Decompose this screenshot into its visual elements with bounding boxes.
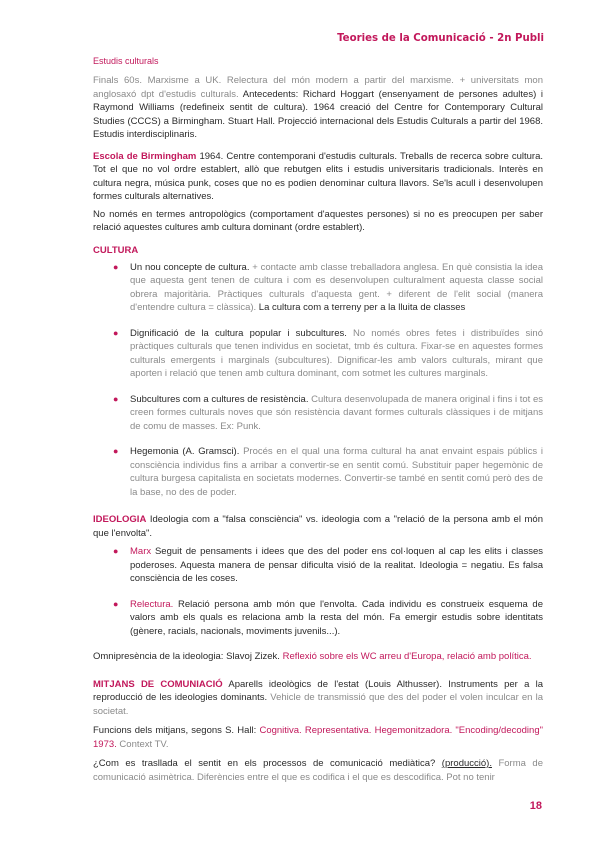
cultura-item	[93, 327, 543, 381]
section-estudis-title: Estudis culturals	[93, 56, 159, 66]
ideologia-paragraph	[93, 513, 543, 540]
cultura-item-text: No només obres fetes i distribuïdes sinó pràctiques culturals que tenen individus en societat, tmb és cultura. Fixar-se en aquestes formes culturals emergents i marginals (subcultures). Dignificar-les amb valors culturals, mirant que aporten i relació que tenen amb cultura dominant, com sotmet les cultures marginals.	[130, 327, 543, 379]
question-paragraph	[93, 757, 543, 784]
estudis-intro-text: Finals 60s. Marxisme a UK. Relectura del món modern a partir del marxisme. + universitats mon anglosaxó dpt d'estudis culturals.	[93, 75, 543, 100]
ideologia-list	[93, 545, 543, 638]
hall-context: Context TV.	[116, 738, 169, 750]
omnipresencia-paragraph	[93, 650, 543, 664]
cultura-item	[93, 445, 543, 499]
ideologia-item	[93, 598, 543, 639]
ideologia-item	[93, 545, 543, 586]
bullet-icon: ●	[113, 261, 119, 272]
cultura-list	[93, 261, 543, 500]
section-mitjans-title: MITJANS DE COMUNIACIÓ	[93, 678, 223, 690]
bullet-icon: ●	[113, 446, 119, 456]
mitjans-paragraph	[93, 678, 543, 719]
bullet-icon: ●	[113, 393, 119, 404]
question-gray-text: Forma de comunicació asimètrica. Diferències entre el que es codifica i el que es descodifica. Pot no tenir	[93, 758, 543, 783]
ideologia-item-text: Seguit de pensaments i idees que des del poder ens col·loquen al cap les elits i classes poderoses. Aquesta manera de pensar dificulta visió de la realitat. Ideologia = negatiu. Es falsa consciència de les coses.	[130, 546, 543, 584]
section-cultura-title: CULTURA	[93, 244, 139, 256]
hall-functions: Cognitiva. Representativa. Hegemonitzadora. "Encoding/decoding" 1973.	[93, 725, 543, 750]
hall-paragraph	[93, 724, 543, 751]
birmingham-paragraph	[93, 150, 543, 204]
mitjans-text: Aparells ideològics de l'estat (Louis Althusser). Instruments per a la reproducció de les ideologies dominants.	[93, 678, 543, 703]
cultura-item-lead: Hegemonia (A. Gramsci).	[130, 446, 240, 457]
ideologia-item-lead: Relectura.	[130, 598, 174, 610]
bullet-icon: ●	[113, 598, 119, 609]
section-birmingham-title: Escola de Birmingham	[93, 150, 197, 162]
page-content	[93, 56, 543, 784]
omnipresencia-reflexio: Reflexió sobre els WC arreu d'Europa, relació amb política.	[279, 651, 532, 662]
question-produccio: (producció).	[441, 758, 492, 769]
cultura-item-text: + contacte amb classe treballadora anglesa. En què consistia la idea que aquesta gent tenen de cultura i com es desenvolupen culturalment aquesta classe social obrera majoritària. Pràctiques culturals d'aquesta gent. + diferent de l'elit social (manera d'entendre cultura = clàssica).	[130, 261, 543, 313]
bullet-icon: ●	[113, 546, 119, 556]
estudis-antecedents-text: Antecedents: Richard Hoggart (ensenyament de persones adultes) i Raymond Williams (redefineix sentit de cultura). 1964 creació del Centre for Contemporary Cultural Studies (CCCS) a Birmingham. Stuart Hall. Projecció internacional dels Estudis Culturals a partir del 1968. Estudis interdisciplinaris.	[93, 88, 543, 140]
header-title: Teories de la Comunicació - 2n Publi	[337, 33, 544, 44]
ideologia-item-lead: Marx	[130, 546, 152, 557]
ideologia-text: Ideologia com a "falsa consciència" vs. ideologia com a "relació de la persona amb el món que l'envolta".	[93, 514, 543, 539]
cultura-item-lead: Un nou concepte de cultura.	[130, 261, 250, 273]
cultura-item-lead: Dignificació de la cultura popular i subcultures.	[130, 327, 347, 339]
cultura-item-lead: Subcultures com a cultures de resistència.	[130, 393, 309, 405]
birmingham-text: 1964. Centre contemporani d'estudis culturals. Treballs de recerca sobre cultura. Tot el que no vol ordre establert, allò que rebutgen elits i estudis universitaris tradicionals. Interès en cultura negra, música punk, coses que no es podien denominar cultura llavors. Se'ls acull i desenvolupen formes culturals alternatives.	[93, 150, 543, 202]
question-text: ¿Com es trasllada el sentit en els processos de comunicació mediàtica?	[93, 758, 442, 769]
mitjans-vehicle-text: Vehicle de transmissió que des del poder el volen inculcar en la societat.	[93, 692, 543, 717]
bullet-icon: ●	[113, 327, 119, 338]
cultura-item-tail: La cultura com a terreny per a la lluita de classes	[256, 302, 466, 313]
ideologia-item-text: Relació persona amb món que l'envolta. Cada individu es construeix esquema de valors amb els quals es relaciona amb la resta del món. Fa emergir estudis sobre identitats (gènere, racials, nacionals, moviments juvenils...).	[130, 598, 543, 637]
cultura-item	[93, 261, 543, 315]
hall-text: Funcions dels mitjans, segons S. Hall:	[93, 725, 257, 736]
birmingham-paragraph-2: No només en termes antropològics (comportament d'aquestes persones) si no es preocupen per saber relació aquestes cultures amb cultura dominant (ordre establert).	[93, 208, 543, 233]
omnipresencia-text: Omnipresència de la ideologia: Slavoj Zizek.	[93, 651, 280, 662]
cultura-item-text: Cultura desenvolupada de manera original i fins i tot es creen formes culturals noves que són resistència davant formes culturals clàssiques i de mitjans de comu de masses. Ex: Punk.	[130, 393, 543, 432]
cultura-item	[93, 393, 543, 434]
page-number: 18	[529, 800, 542, 812]
cultura-item-text: Procés en el qual una forma cultural ha anat envaint espais públics i consciència individus fins a arribar a convertir-se en sentit comú. Substituir paper hegemònic de cultura burgesa capitalista en societats modernes. Convertir-se també en sentit comú però des de la base, no des de poder.	[130, 446, 543, 498]
section-ideologia-title: IDEOLOGIA	[93, 514, 147, 525]
estudis-paragraph	[93, 74, 543, 142]
